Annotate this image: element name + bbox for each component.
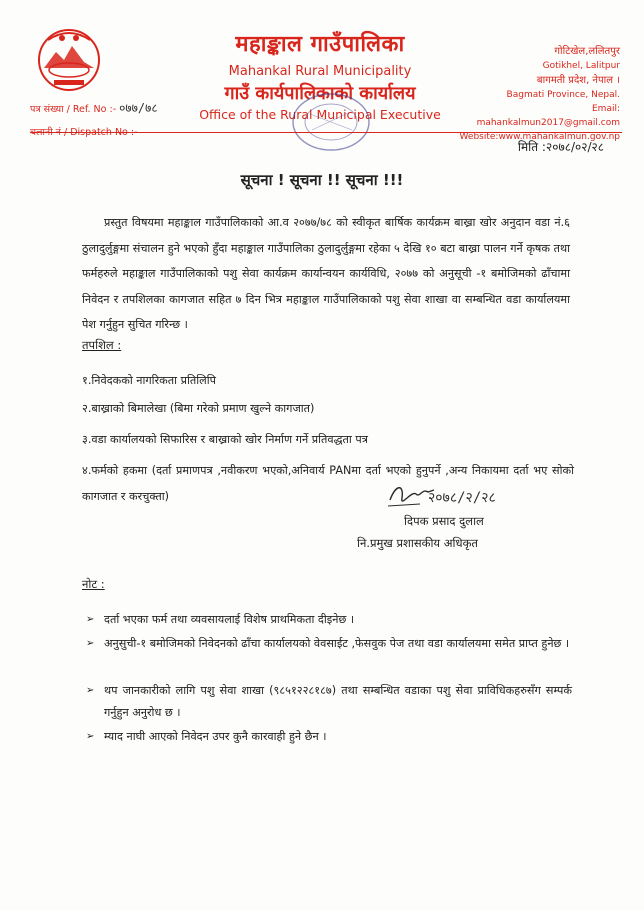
province-np: बागमती प्रदेश, नेपाल । <box>536 75 620 87</box>
dispatch-label: चलानी नं / Dispatch No :- <box>30 126 138 138</box>
office-title-np: गाउँ कार्यपालिकाको कार्यालय <box>224 83 416 104</box>
notice-date: मिति :२०७८/०२/२८ <box>517 140 604 154</box>
municipality-title-np: महाङ्काल गाउँपालिका <box>235 32 405 57</box>
notice-body: प्रस्तुत विषयमा महाङ्काल गाउँपालिकाको आ.व २०७७/७८ को स्वीकृत बार्षिक कार्यक्रम बाख्रा खोर अनुदान वडा नं.६ ठुलादुर्लुङ्गमा संचालन हुने भएको हुँदा महाङ्काल गाउँपालिका ठुलादुर्लुङ्गमा रहेका ५ देखि १० बटा बाख्रा पालन गर्ने कृषक तथा फर्महरुले महाङ्काल गाउँपालिकाको पशु सेवा कार्यक्रम कार्यान्वयन कार्यविधि, २०७७ को अनुसूची -१ बमोजिमको ढाँचामा निवेदन र तपशिलका कागजात सहित ७ दिन भित्र महाङ्काल गाउँपालिकाको पशु सेवा शाखा वा सम्बन्धित वडा कार्यालयमा पेश गर्नुहुन सुचित गरिन्छ । <box>82 216 570 332</box>
reference-block <box>30 97 158 143</box>
signature-date: २०७८/२/२८ <box>428 490 496 506</box>
email-text: Email: mahankalmun2017@gmail.com <box>476 103 620 128</box>
note-item-3: थप जानकारीको लागि पशु सेवा शाखा (९८५१२२८१८७) तथा सम्बन्धित वडाका पशु सेवा प्राविधिकहरुसँग सम्पर्क गर्नुहुन अनुरोध छ । <box>104 684 572 719</box>
detail-item-2: २.बाख्राको बिमालेखा (बिमा गरेको प्रमाण खुल्ने कागजात) <box>82 402 315 415</box>
arrow-bullet-icon: ➢ <box>86 731 95 742</box>
website-text: Website:www.mahankalmun.gov.np <box>459 131 620 142</box>
office-seal-stamp-icon <box>288 90 374 154</box>
arrow-bullet-icon: ➢ <box>86 614 95 625</box>
municipality-title-en: Mahankal Rural Municipality <box>228 64 412 79</box>
signatory-title: नि.प्रमुख प्रशासकीय अधिकृत <box>357 536 478 550</box>
ref-label: पत्र संख्या / Ref. No :- <box>30 104 117 115</box>
notice-heading: सूचना ! सूचना !! सूचना !!! <box>240 171 404 189</box>
office-title-en: Office of the Rural Municipal Executive <box>199 107 441 122</box>
notes-label: नोट : <box>82 577 105 591</box>
note-item-2: अनुसुची-१ बमोजिमको निवेदनको ढाँचा कार्यालयको वेवसाईट ,फेसवुक पेज तथा वडा कार्यालयमा समेत प्राप्त हुनेछ । <box>104 637 570 650</box>
note-item-4: म्याद नाघी आएको निवेदन उपर कुनै कारवाही हुने छैन । <box>104 730 327 743</box>
ref-value: ०७७/७८ <box>119 101 158 115</box>
letterhead-address <box>450 44 620 145</box>
detail-item-1: १.निवेदकको नागरिकता प्रतिलिपि <box>82 374 216 387</box>
detail-item-4: ४.फर्मको हकमा (दर्ता प्रमाणपत्र ,नवीकरण भएको,अनिवार्य PANमा दर्ता भएको हुनुपर्ने ,अन्य निकायमा दर्ता भए सोको कागजात र करचुक्ता) <box>82 464 574 503</box>
note-item-1: दर्ता भएका फर्म तथा व्यवसायलाई विशेष प्राथमिकता दीइनेछ । <box>104 613 355 626</box>
arrow-bullet-icon: ➢ <box>86 638 95 649</box>
nepal-emblem-icon <box>34 24 104 94</box>
address-en: Gotikhel, Lalitpur <box>542 60 620 71</box>
province-en: Bagmati Province, Nepal. <box>506 89 620 100</box>
details-label: तपशिल : <box>82 338 122 352</box>
letterhead-divider <box>30 132 622 133</box>
address-np: गोटिखेल,ललितपुर <box>554 46 620 57</box>
detail-item-3: ३.वडा कार्यालयको सिफारिस र बाख्राको खोर निर्माण गर्ने प्रतिवद्धता पत्र <box>82 433 368 446</box>
arrow-bullet-icon: ➢ <box>86 685 95 696</box>
signatory-name: दिपक प्रसाद दुलाल <box>404 514 484 528</box>
